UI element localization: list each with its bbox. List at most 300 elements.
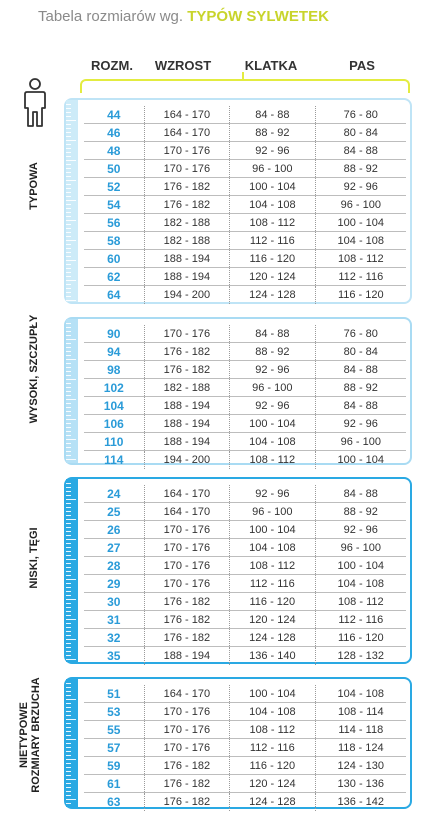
ruler-tick (66, 495, 71, 496)
ruler-tick (66, 248, 71, 249)
waist-cell: 88 - 92 (315, 379, 406, 396)
size-cell: 25 (107, 504, 121, 519)
ruler-tick (66, 363, 71, 364)
height-cell: 176 - 182 (144, 178, 229, 195)
size-cell: 104 (103, 398, 124, 413)
ruler-tick (66, 659, 76, 660)
height-cell: 170 - 176 (144, 160, 229, 177)
ruler-tick (66, 735, 71, 736)
ruler-tick (66, 124, 71, 125)
table-row (84, 521, 406, 539)
height-cell: 170 - 176 (144, 142, 229, 159)
chest-cell: 120 - 124 (229, 611, 314, 628)
chest-cell: 88 - 92 (229, 343, 314, 360)
ruler-tick (66, 375, 71, 376)
height-cell: 176 - 182 (144, 593, 229, 610)
table-row (84, 196, 406, 214)
ruler-tick (66, 415, 71, 416)
ruler-tick (66, 208, 71, 209)
ruler-tick (66, 288, 71, 289)
chest-cell: 104 - 108 (229, 703, 314, 720)
chest-cell: 100 - 104 (229, 685, 314, 702)
size-section-3 (64, 477, 412, 664)
ruler-tick (66, 483, 71, 484)
size-cell: 48 (107, 143, 121, 158)
header-size: ROZM. (91, 58, 133, 73)
table-row (84, 232, 406, 250)
waist-cell: 96 - 100 (315, 539, 406, 556)
size-cell: 53 (107, 704, 121, 719)
ruler-tick (66, 443, 71, 444)
ruler-tick (66, 491, 71, 492)
size-cell: 26 (107, 522, 121, 537)
chest-cell: 96 - 100 (229, 160, 314, 177)
ruler-tick (66, 292, 71, 293)
ruler-tick (66, 200, 76, 201)
ruler-tick (66, 128, 71, 129)
size-cell: 31 (107, 612, 121, 627)
ruler-tick (66, 192, 71, 193)
waist-cell: 96 - 100 (315, 433, 406, 450)
waist-cell: 100 - 104 (315, 451, 406, 469)
size-cell: 30 (107, 594, 121, 609)
ruler-tick (66, 563, 71, 564)
size-cell: 27 (107, 540, 121, 555)
ruler-tick (66, 803, 71, 804)
ruler-tick (66, 739, 76, 740)
table-row (84, 178, 406, 196)
size-cell: 55 (107, 722, 121, 737)
ruler-tick (66, 272, 71, 273)
chest-cell: 92 - 96 (229, 361, 314, 378)
size-cell: 59 (107, 758, 121, 773)
ruler-tick (66, 383, 71, 384)
chest-cell: 92 - 96 (229, 485, 314, 502)
size-cell: 63 (107, 795, 121, 809)
waist-cell: 108 - 112 (315, 250, 406, 267)
waist-cell: 84 - 88 (315, 397, 406, 414)
ruler-tick (66, 403, 71, 404)
ruler-tick (66, 615, 71, 616)
ruler-tick (66, 559, 76, 560)
section-label: WYSOKI, SZCZUPŁY (28, 314, 40, 424)
table-row (84, 575, 406, 593)
height-cell: 170 - 176 (144, 325, 229, 342)
ruler-tick (66, 515, 71, 516)
waist-cell: 130 - 136 (315, 775, 406, 792)
ruler-tick (66, 691, 71, 692)
ruler-tick (66, 144, 71, 145)
ruler-tick (66, 108, 71, 109)
ruler-tick (66, 172, 71, 173)
waist-cell: 96 - 100 (315, 196, 406, 213)
ruler-tick (66, 779, 76, 780)
size-cell: 57 (107, 740, 121, 755)
ruler-tick (66, 763, 71, 764)
ruler-tick (66, 487, 71, 488)
waist-cell: 80 - 84 (315, 124, 406, 141)
ruler-tick (66, 359, 76, 360)
height-cell: 170 - 176 (144, 703, 229, 720)
ruler-tick (66, 339, 76, 340)
table-row (84, 250, 406, 268)
ruler-tick (66, 343, 71, 344)
ruler-strip (66, 479, 78, 662)
height-cell: 194 - 200 (144, 286, 229, 304)
ruler-tick (66, 184, 71, 185)
section-label-line1: NIETYPOWE (18, 702, 30, 769)
ruler-tick (66, 280, 76, 281)
ruler-tick (66, 244, 71, 245)
table-row (84, 361, 406, 379)
chest-cell: 96 - 100 (229, 503, 314, 520)
ruler-tick (66, 228, 71, 229)
table-row (84, 793, 406, 811)
waist-cell: 88 - 92 (315, 503, 406, 520)
waist-cell: 136 - 142 (315, 793, 406, 811)
size-cell: 60 (107, 251, 121, 266)
table-row (84, 379, 406, 397)
ruler-tick (66, 300, 76, 301)
header-bracket (80, 79, 410, 93)
ruler-tick (66, 787, 71, 788)
waist-cell: 112 - 116 (315, 268, 406, 285)
ruler-tick (66, 379, 76, 380)
ruler-tick (66, 571, 71, 572)
ruler-tick (66, 216, 71, 217)
ruler-tick (66, 152, 71, 153)
ruler-tick (66, 224, 71, 225)
title-highlight: TYPÓW SYLWETEK (187, 8, 329, 25)
size-cell: 62 (107, 269, 121, 284)
ruler-tick (66, 771, 71, 772)
ruler-tick (66, 707, 71, 708)
ruler-tick (66, 435, 71, 436)
chest-cell: 96 - 100 (229, 379, 314, 396)
ruler-tick (66, 639, 76, 640)
ruler-tick (66, 260, 76, 261)
size-cell: 29 (107, 576, 121, 591)
table-row (84, 268, 406, 286)
ruler-tick (66, 799, 76, 800)
table-row (84, 703, 406, 721)
height-cell: 176 - 182 (144, 629, 229, 646)
waist-cell: 118 - 124 (315, 739, 406, 756)
ruler-tick (66, 447, 71, 448)
ruler-tick (66, 140, 76, 141)
ruler-tick (66, 411, 71, 412)
waist-cell: 92 - 96 (315, 178, 406, 195)
ruler-tick (66, 391, 71, 392)
chest-cell: 112 - 116 (229, 739, 314, 756)
ruler-tick (66, 555, 71, 556)
waist-cell: 108 - 114 (315, 703, 406, 720)
table-row (84, 286, 406, 304)
chest-cell: 108 - 112 (229, 451, 314, 469)
ruler-tick (66, 276, 71, 277)
ruler-tick (66, 451, 71, 452)
ruler-tick (66, 687, 71, 688)
height-cell: 176 - 182 (144, 343, 229, 360)
size-cell: 44 (107, 107, 121, 122)
waist-cell: 76 - 80 (315, 325, 406, 342)
size-section-4 (64, 677, 412, 809)
height-cell: 194 - 200 (144, 451, 229, 469)
ruler-tick (66, 651, 71, 652)
height-cell: 164 - 170 (144, 124, 229, 141)
ruler-tick (66, 519, 76, 520)
chest-cell: 100 - 104 (229, 178, 314, 195)
waist-cell: 80 - 84 (315, 343, 406, 360)
waist-cell: 100 - 104 (315, 557, 406, 574)
ruler-tick (66, 623, 71, 624)
ruler-tick (66, 511, 71, 512)
table-row (84, 739, 406, 757)
table-row (84, 611, 406, 629)
size-cell: 106 (103, 416, 124, 431)
ruler-tick (66, 459, 76, 460)
waist-cell: 84 - 88 (315, 361, 406, 378)
chest-cell: 104 - 108 (229, 433, 314, 450)
ruler-tick (66, 775, 71, 776)
height-cell: 164 - 170 (144, 503, 229, 520)
table-row (84, 325, 406, 343)
chest-cell: 116 - 120 (229, 593, 314, 610)
size-cell: 32 (107, 630, 121, 645)
ruler-tick (66, 204, 71, 205)
ruler-tick (66, 188, 71, 189)
ruler-tick (66, 755, 71, 756)
header-chest: KLATKA (244, 58, 298, 73)
ruler-tick (66, 643, 71, 644)
ruler-tick (66, 507, 71, 508)
table-row (84, 721, 406, 739)
ruler-tick (66, 547, 71, 548)
height-cell: 170 - 176 (144, 721, 229, 738)
size-cell: 110 (104, 434, 124, 449)
ruler-tick (66, 699, 76, 700)
height-cell: 182 - 188 (144, 379, 229, 396)
table-row (84, 160, 406, 178)
ruler-tick (66, 116, 71, 117)
height-cell: 188 - 194 (144, 250, 229, 267)
ruler-tick (66, 252, 71, 253)
ruler-tick (66, 747, 71, 748)
ruler-tick (66, 523, 71, 524)
chest-cell: 104 - 108 (229, 539, 314, 556)
ruler-strip (66, 100, 78, 302)
waist-cell: 108 - 112 (315, 593, 406, 610)
waist-cell: 104 - 108 (315, 685, 406, 702)
table-row (84, 343, 406, 361)
ruler-tick (66, 635, 71, 636)
ruler-tick (66, 196, 71, 197)
page-title (38, 8, 329, 25)
chest-cell: 88 - 92 (229, 124, 314, 141)
height-cell: 182 - 188 (144, 232, 229, 249)
ruler-strip (66, 319, 78, 463)
ruler-tick (66, 579, 76, 580)
ruler-tick (66, 148, 71, 149)
table-row (84, 397, 406, 415)
ruler-tick (66, 240, 76, 241)
ruler-tick (66, 431, 71, 432)
height-cell: 170 - 176 (144, 575, 229, 592)
height-cell: 170 - 176 (144, 539, 229, 556)
waist-cell: 76 - 80 (315, 106, 406, 123)
height-cell: 176 - 182 (144, 361, 229, 378)
ruler-tick (66, 727, 71, 728)
ruler-tick (66, 387, 71, 388)
waist-cell: 84 - 88 (315, 142, 406, 159)
ruler-tick (66, 527, 71, 528)
size-cell: 94 (107, 344, 121, 359)
ruler-tick (66, 407, 71, 408)
size-cell: 61 (107, 776, 121, 791)
ruler-tick (66, 395, 71, 396)
ruler-tick (66, 347, 71, 348)
size-cell: 64 (107, 288, 121, 302)
ruler-tick (66, 627, 71, 628)
ruler-tick (66, 160, 76, 161)
size-cell: 51 (107, 686, 121, 701)
header-waist: PAS (349, 58, 375, 73)
ruler-tick (66, 132, 71, 133)
ruler-tick (66, 655, 71, 656)
chest-cell: 136 - 140 (229, 647, 314, 665)
ruler-tick (66, 759, 76, 760)
ruler-tick (66, 168, 71, 169)
ruler-tick (66, 212, 71, 213)
ruler-tick (66, 731, 71, 732)
ruler-tick (66, 104, 71, 105)
waist-cell: 116 - 120 (315, 629, 406, 646)
height-cell: 164 - 170 (144, 106, 229, 123)
waist-cell: 116 - 120 (315, 286, 406, 304)
table-row (84, 775, 406, 793)
ruler-tick (66, 607, 71, 608)
table-row (84, 593, 406, 611)
ruler-tick (66, 296, 71, 297)
ruler-tick (66, 531, 71, 532)
ruler-tick (66, 783, 71, 784)
size-cell: 52 (107, 179, 121, 194)
ruler-tick (66, 611, 71, 612)
size-section-1 (64, 98, 412, 304)
waist-cell: 84 - 88 (315, 485, 406, 502)
ruler-tick (66, 176, 71, 177)
ruler-tick (66, 751, 71, 752)
height-cell: 176 - 182 (144, 793, 229, 811)
ruler-tick (66, 567, 71, 568)
ruler-tick (66, 551, 71, 552)
chest-cell: 124 - 128 (229, 793, 314, 811)
ruler-tick (66, 791, 71, 792)
size-cell: 114 (104, 453, 124, 467)
height-cell: 188 - 194 (144, 433, 229, 450)
ruler-tick (66, 619, 76, 620)
ruler-tick (66, 355, 71, 356)
ruler-tick (66, 268, 71, 269)
height-cell: 170 - 176 (144, 557, 229, 574)
table-row (84, 214, 406, 232)
ruler-tick (66, 180, 76, 181)
table-row (84, 685, 406, 703)
table-row (84, 415, 406, 433)
table-row (84, 503, 406, 521)
waist-cell: 92 - 96 (315, 521, 406, 538)
chest-cell: 112 - 116 (229, 575, 314, 592)
table-row (84, 557, 406, 575)
ruler-tick (66, 323, 71, 324)
ruler-tick (66, 719, 76, 720)
ruler-tick (66, 112, 71, 113)
table-row (84, 433, 406, 451)
table-row (84, 647, 406, 665)
height-cell: 176 - 182 (144, 775, 229, 792)
height-cell: 164 - 170 (144, 685, 229, 702)
height-cell: 170 - 176 (144, 521, 229, 538)
size-cell: 35 (107, 649, 121, 663)
ruler-tick (66, 423, 71, 424)
chest-cell: 84 - 88 (229, 325, 314, 342)
ruler-tick (66, 284, 71, 285)
chest-cell: 100 - 104 (229, 415, 314, 432)
section-label-line2: ROZMIARY BRZUCHA (30, 677, 42, 793)
chest-cell: 108 - 112 (229, 557, 314, 574)
chest-cell: 92 - 96 (229, 142, 314, 159)
ruler-tick (66, 256, 71, 257)
size-cell: 46 (107, 125, 121, 140)
waist-cell: 112 - 116 (315, 611, 406, 628)
height-cell: 188 - 194 (144, 268, 229, 285)
chest-cell: 116 - 120 (229, 757, 314, 774)
size-section-2 (64, 317, 412, 465)
size-cell: 24 (107, 486, 121, 501)
height-cell: 182 - 188 (144, 214, 229, 231)
ruler-tick (66, 455, 71, 456)
height-cell: 188 - 194 (144, 397, 229, 414)
chest-cell: 120 - 124 (229, 775, 314, 792)
chest-cell: 108 - 112 (229, 721, 314, 738)
waist-cell: 124 - 130 (315, 757, 406, 774)
ruler-tick (66, 136, 71, 137)
ruler-tick (66, 743, 71, 744)
table-row (84, 485, 406, 503)
ruler-tick (66, 543, 71, 544)
height-cell: 176 - 182 (144, 196, 229, 213)
ruler-tick (66, 631, 71, 632)
ruler-tick (66, 327, 71, 328)
table-row (84, 539, 406, 557)
ruler-tick (66, 535, 71, 536)
ruler-tick (66, 156, 71, 157)
ruler-tick (66, 723, 71, 724)
ruler-tick (66, 603, 71, 604)
table-row (84, 629, 406, 647)
size-cell: 58 (107, 233, 121, 248)
ruler-tick (66, 367, 71, 368)
section-label (18, 660, 42, 810)
chest-cell: 84 - 88 (229, 106, 314, 123)
ruler-tick (66, 767, 71, 768)
size-cell: 56 (107, 215, 121, 230)
chest-cell: 108 - 112 (229, 214, 314, 231)
height-cell: 176 - 182 (144, 611, 229, 628)
table-row (84, 142, 406, 160)
ruler-tick (66, 399, 76, 400)
ruler-tick (66, 351, 71, 352)
